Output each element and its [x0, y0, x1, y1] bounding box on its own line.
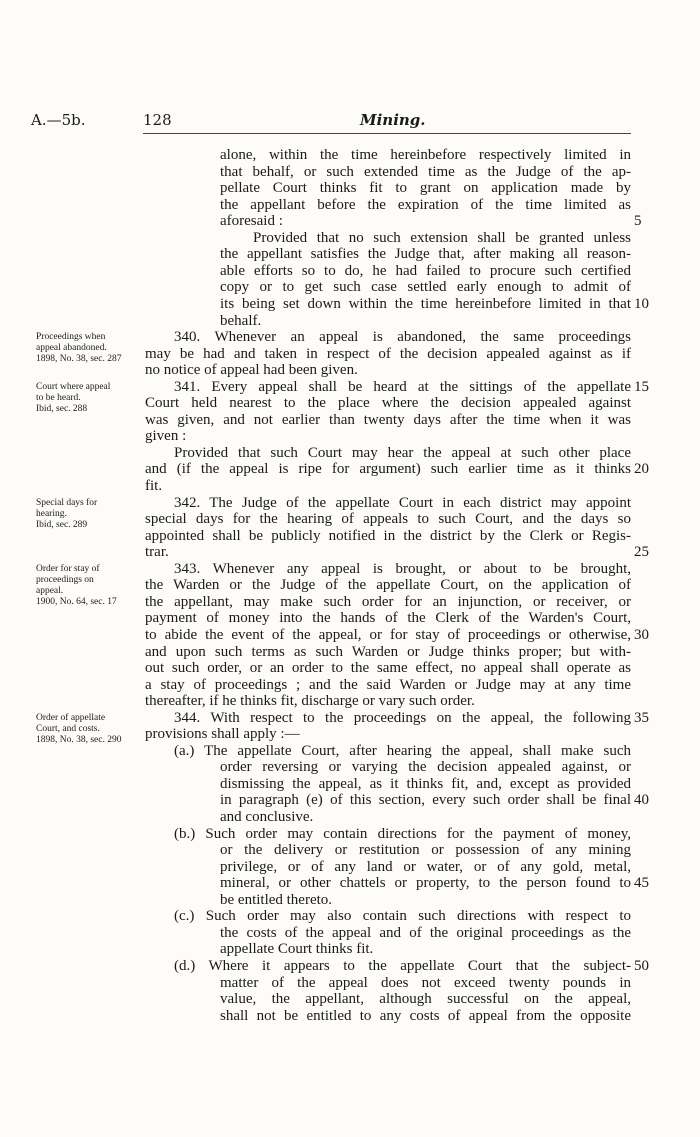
- text-line: (d.) Where it appears to the appellate Court that the subject-: [174, 957, 631, 974]
- line-number: 35: [634, 709, 649, 726]
- text-line: may be had and taken in respect of the decision appealed against as if: [145, 345, 631, 362]
- margin-note-line: Order of appellate: [36, 712, 106, 723]
- text-line: provisions shall apply :—: [145, 726, 300, 743]
- text-line: payment of money into the hands of the Clerk of the Warden's Court,: [145, 610, 631, 627]
- text-line: fit.: [145, 478, 163, 494]
- line-number: 40: [634, 792, 649, 809]
- text-line: 342. The Judge of the appellate Court in each district may appoint: [174, 494, 631, 511]
- margin-note-line: Proceedings when: [36, 332, 106, 343]
- page-title: Mining.: [360, 111, 426, 129]
- margin-note-line: hearing.: [36, 508, 67, 519]
- text-line: trar.: [145, 544, 169, 561]
- text-line: aforesaid :: [220, 213, 283, 230]
- line-number: 30: [634, 626, 649, 643]
- line-number: 50: [634, 957, 649, 974]
- margin-note-line: Court where appeal: [36, 381, 111, 392]
- line-number: 15: [634, 378, 649, 395]
- text-line: (c.) Such order may also contain such directions with respect to: [174, 908, 631, 925]
- text-line: 344. With respect to the proceedings on the appeal, the following: [174, 709, 631, 726]
- margin-note: [36, 713, 146, 746]
- text-line: in paragraph (e) of this section, every such order shall be final: [220, 792, 631, 809]
- text-line: the Warden or the Judge of the appellate Court, on the application of: [145, 577, 631, 594]
- margin-note-line: 1898, No. 38, sec. 290: [36, 734, 122, 745]
- text-line: alone, within the time hereinbefore respectively limited in: [220, 147, 631, 163]
- margin-note-line: 1900, No. 64, sec. 17: [36, 596, 117, 607]
- margin-note-line: Special days for: [36, 497, 98, 508]
- line-number: 45: [634, 875, 649, 892]
- text-line: appointed shall be publicly notified in the district by the Clerk or Regis-: [145, 527, 631, 544]
- text-line: (b.) Such order may contain directions for the payment of money,: [174, 825, 631, 842]
- text-line: shall not be entitled to any costs of appeal from the opposite: [220, 1007, 631, 1024]
- text-line: Provided that such Court may hear the appeal at such other place: [174, 444, 631, 461]
- text-line: Court held nearest to the place where the decision appealed against: [145, 395, 631, 412]
- text-line: Provided that no such extension shall be granted unless: [253, 229, 631, 246]
- text-line: thereafter, if he thinks fit, discharge or vary such order.: [145, 693, 475, 710]
- text-line: no notice of appeal had been given.: [145, 362, 358, 379]
- header-reference: A.—5b.: [31, 111, 86, 129]
- page-number: 128: [143, 111, 172, 129]
- text-line: or the delivery or restitution or possession of any mining: [220, 842, 631, 859]
- text-line: the appellant, may make such order for an injunction, or receiver, or: [145, 593, 631, 610]
- text-line: order reversing or varying the decision appealed against, or: [220, 759, 631, 776]
- text-line: and (if the appeal is ripe for argument) such earlier time as it thinks: [145, 461, 631, 478]
- text-line: out such order, or an order to the same effect, no appeal shall operate as: [145, 660, 631, 677]
- text-line: behalf.: [220, 312, 262, 329]
- text-line: appellate Court thinks fit.: [220, 941, 374, 958]
- text-line: value, the appellant, although successful on the appeal,: [220, 991, 631, 1008]
- text-line: matter of the appeal does not exceed twenty pounds in: [220, 974, 631, 991]
- margin-note-line: proceedings on: [36, 574, 94, 585]
- margin-note-line: appeal.: [36, 585, 64, 596]
- text-line: (a.) The appellate Court, after hearing the appeal, shall make such: [174, 742, 631, 759]
- text-line: 343. Whenever any appeal is brought, or about to be brought,: [174, 560, 631, 577]
- text-line: and conclusive.: [220, 809, 314, 825]
- line-number: 5: [634, 213, 642, 230]
- text-line: be entitled thereto.: [220, 891, 333, 908]
- text-line: pellate Court thinks fit to grant on application made by: [220, 180, 631, 197]
- text-line: that behalf, or such extended time as the Judge of the ap-: [220, 163, 631, 180]
- text-line: the appellant before the expiration of the time limited as: [220, 196, 631, 213]
- margin-note-line: Order for stay of: [36, 563, 100, 574]
- header-rule: [143, 133, 631, 134]
- text-line: copy or to get such case settled early enough to admit of: [220, 279, 631, 296]
- margin-note-line: appeal abandoned.: [36, 343, 107, 354]
- text-line: special days for the hearing of appeals to such Court, and the days so: [145, 511, 631, 528]
- text-line: a stay of proceedings ; and the said Warden or Judge may at any time: [145, 676, 631, 693]
- margin-note: [36, 564, 146, 608]
- text-line: 341. Every appeal shall be heard at the sittings of the appellate: [174, 378, 631, 395]
- text-line: to abide the event of the appeal, or for stay of proceedings or otherwise,: [145, 626, 631, 643]
- margin-note-line: Ibid, sec. 289: [36, 519, 88, 530]
- margin-note: [36, 382, 146, 415]
- margin-note: [36, 498, 146, 531]
- margin-note-line: 1898, No. 38, sec. 287: [36, 354, 122, 365]
- line-number: 20: [634, 461, 649, 478]
- margin-note-line: Ibid, sec. 288: [36, 403, 88, 414]
- margin-note-line: to be heard.: [36, 392, 81, 403]
- margin-note-line: Court, and costs.: [36, 723, 100, 734]
- text-line: the costs of the appeal and of the original proceedings as the: [220, 924, 631, 941]
- text-line: given :: [145, 428, 187, 445]
- text-line: privilege, or of any land or water, or of any gold, metal,: [220, 858, 631, 875]
- line-number: 25: [634, 544, 649, 561]
- text-line: 340. Whenever an appeal is abandoned, the same proceedings: [174, 329, 631, 346]
- text-line: dismissing the appeal, as it thinks fit, and, except as provided: [220, 775, 631, 792]
- line-number: 10: [634, 295, 649, 312]
- text-line: able efforts so to do, he had failed to procure such certified: [220, 262, 631, 279]
- text-line: its being set down within the time hereinbefore limited in that: [220, 295, 631, 312]
- margin-note: [36, 332, 146, 365]
- text-line: the appellant satisfies the Judge that, after making all reason-: [220, 246, 631, 263]
- text-line: was given, and not earlier than twenty days after the time when it was: [145, 411, 631, 428]
- text-line: and upon such terms as such Warden or Judge thinks proper; but with-: [145, 643, 631, 660]
- text-line: mineral, or other chattels or property, to the person found to: [220, 875, 631, 892]
